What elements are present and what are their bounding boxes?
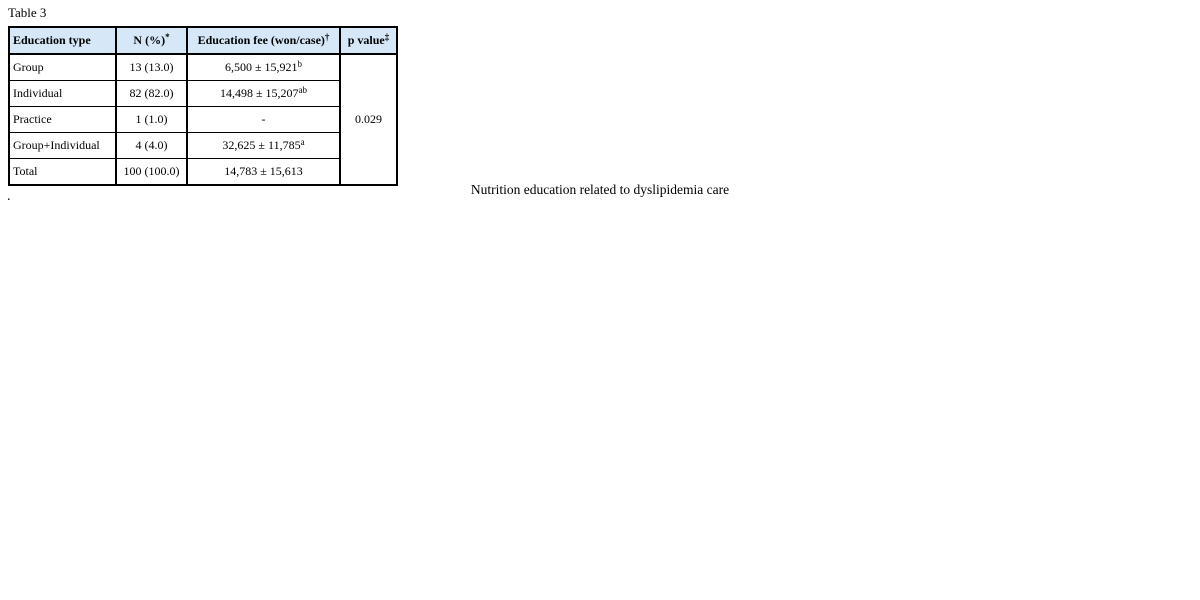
footnote-marker-asterisk: *: [165, 32, 170, 42]
education-fee-table: [8, 26, 398, 186]
fee-superscript: b: [297, 59, 303, 69]
stray-period: .: [7, 189, 11, 204]
cell-education-type: Practice: [9, 107, 116, 133]
cell-education-fee: [187, 133, 340, 159]
table-row-individual: [9, 81, 397, 107]
cell-education-fee: [187, 54, 340, 81]
fee-value: 32,625 ± 11,785: [222, 138, 301, 152]
cell-education-fee: [187, 107, 340, 133]
cell-education-type: Group: [9, 54, 116, 81]
header-n-percent-label: N (%): [133, 33, 166, 47]
fee-value: -: [261, 112, 266, 126]
cell-education-type: Total: [9, 159, 116, 186]
header-n-percent: [116, 27, 187, 54]
table-row-group-individual: [9, 133, 397, 159]
footnote-marker-double-dagger: ‡: [384, 32, 390, 42]
fee-value: 14,498 ± 15,207: [219, 86, 299, 100]
cell-n-percent: 100 (100.0): [116, 159, 187, 186]
header-p-value-label: p value: [347, 33, 385, 47]
cell-education-type: Individual: [9, 81, 116, 107]
cell-n-percent: 13 (13.0): [116, 54, 187, 81]
header-education-fee: [187, 27, 340, 54]
fee-superscript: ab: [298, 85, 308, 95]
cell-education-fee: [187, 81, 340, 107]
header-education-type-label: Education type: [13, 33, 91, 47]
table-row-practice: [9, 107, 397, 133]
table-row-group: [9, 54, 397, 81]
table-label: Table 3: [8, 5, 47, 20]
header-education-type: [9, 27, 116, 54]
cell-n-percent: 1 (1.0): [116, 107, 187, 133]
cell-education-type: Group+Individual: [9, 133, 116, 159]
header-p-value: [340, 27, 397, 54]
cell-p-value: 0.029: [340, 54, 397, 185]
fee-value: 14,783 ± 15,613: [224, 164, 303, 178]
header-education-fee-label: Education fee (won/case): [197, 33, 325, 47]
cell-n-percent: 82 (82.0): [116, 81, 187, 107]
figure-caption: Nutrition education related to dyslipidemia care: [470, 182, 730, 197]
fee-superscript: a: [300, 137, 305, 147]
cell-n-percent: 4 (4.0): [116, 133, 187, 159]
footnote-marker-dagger: †: [324, 32, 330, 42]
fee-value: 6,500 ± 15,921: [224, 60, 298, 74]
header-row: [9, 27, 397, 54]
